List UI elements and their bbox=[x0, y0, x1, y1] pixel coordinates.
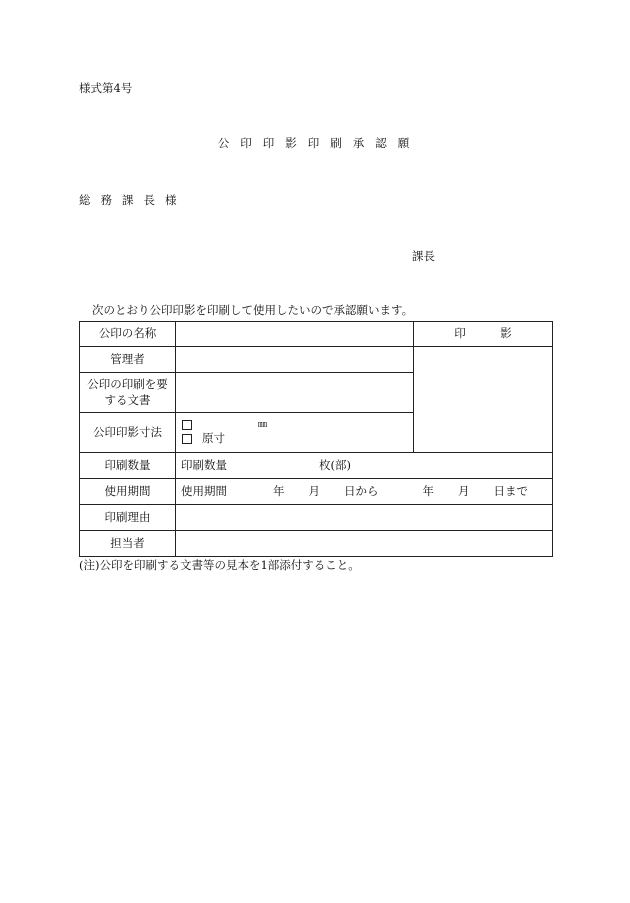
intro-text: 次のとおり公印印影を印刷して使用したいので承認願います。 bbox=[92, 303, 414, 317]
document-label: 公印の印刷を要する文書 bbox=[80, 373, 176, 413]
seal-name-field[interactable] bbox=[176, 322, 414, 347]
quantity-label: 印刷数量 bbox=[80, 453, 176, 479]
table-row bbox=[80, 479, 553, 505]
period-month-to: 月 bbox=[458, 483, 470, 498]
period-year-from: 年 bbox=[273, 483, 285, 498]
person-in-charge-field[interactable] bbox=[176, 531, 553, 557]
seal-size-label: 公印印影寸法 bbox=[80, 413, 176, 453]
size-option-mm bbox=[181, 419, 408, 431]
person-in-charge-label: 担当者 bbox=[80, 531, 176, 557]
seal-size-field bbox=[176, 413, 414, 453]
period-field[interactable] bbox=[176, 479, 553, 505]
period-month-from: 月 bbox=[308, 483, 320, 498]
quantity-field[interactable] bbox=[176, 453, 553, 479]
quantity-unit: 枚(部) bbox=[319, 457, 351, 472]
seal-impression-header bbox=[414, 322, 553, 347]
size-original-label: 原寸 bbox=[202, 430, 225, 445]
approval-form-table bbox=[79, 321, 553, 557]
period-year-to: 年 bbox=[422, 483, 434, 498]
period-day-to: 日まで bbox=[493, 483, 528, 498]
period-day-from: 日から bbox=[344, 483, 379, 498]
size-mm-unit: ㎜ bbox=[258, 419, 268, 430]
reason-label: 印刷理由 bbox=[80, 505, 176, 531]
seal-name-label: 公印の名称 bbox=[80, 322, 176, 347]
footnote: (注)公印を印刷する文書等の見本を1部添付すること。 bbox=[79, 558, 360, 572]
quantity-prefix: 印刷数量 bbox=[181, 457, 227, 472]
document-field[interactable] bbox=[176, 373, 414, 413]
table-row bbox=[80, 322, 553, 347]
table-row bbox=[80, 505, 553, 531]
reason-field[interactable] bbox=[176, 505, 553, 531]
manager-label: 管理者 bbox=[80, 347, 176, 373]
seal-impression-area[interactable] bbox=[414, 347, 553, 453]
addressee: 総務課長様 bbox=[79, 193, 187, 207]
size-original-checkbox[interactable] bbox=[182, 434, 192, 444]
signer-title: 課長 bbox=[412, 249, 435, 263]
table-row bbox=[80, 531, 553, 557]
size-mm-checkbox[interactable] bbox=[182, 420, 192, 430]
period-label: 使用期間 bbox=[80, 479, 176, 505]
page-title bbox=[0, 138, 630, 150]
page-title-text: 公印印影印刷承認願 bbox=[217, 136, 421, 150]
seal-impression-header-text: 印 影 bbox=[454, 326, 512, 341]
form-number: 様式第4号 bbox=[79, 81, 133, 95]
table-row bbox=[80, 347, 553, 373]
manager-field[interactable] bbox=[176, 347, 414, 373]
period-prefix: 使用期間 bbox=[181, 483, 227, 498]
size-option-original bbox=[181, 431, 408, 447]
table-row bbox=[80, 453, 553, 479]
